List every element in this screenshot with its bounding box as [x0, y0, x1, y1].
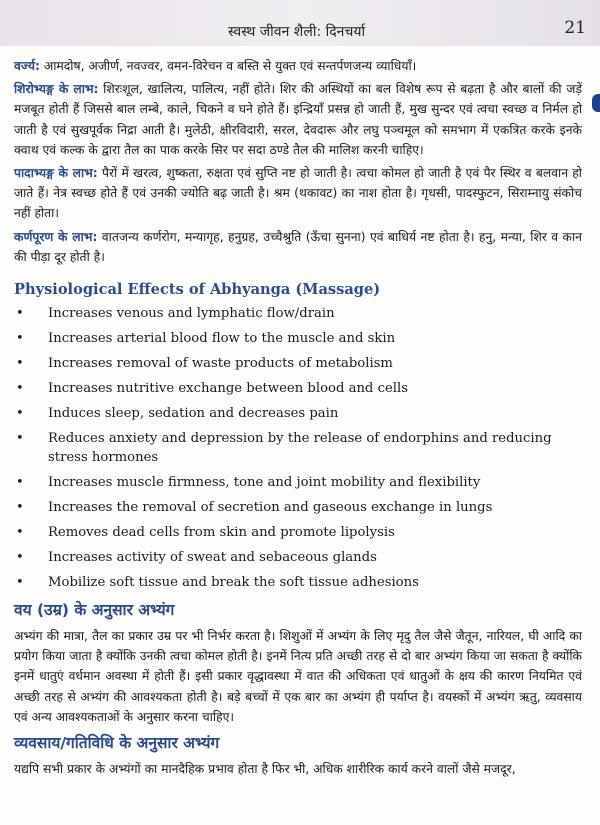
pada-paragraph: [14, 163, 582, 224]
occupation-section-paragraph: यद्यपि सभी प्रकार के अभ्यंगों का मानदैहिक प्रभाव होता है फिर भी, अधिक शारीरिक कार्य करने वालों जैसे मजदूर,: [14, 762, 516, 777]
list-item: • Increases muscle firmness, tone and joint mobility and flexibility: [16, 475, 481, 491]
age-section-paragraph: अभ्यंग की मात्रा, तैल का प्रकार उम्र पर भी निर्भर करता है। शिशुओं में अभ्यंग के लिए मृदु तैल जैसे जैतून, नारियल, घी आदि का प्रयोग किया जाता है क्योंकि उनकी त्वचा कोमल होती है। इनमें नित्य प्रति अच्छी तरह से दो बार अभ्यंग किया जा सकता है क्योंकि इनमें धातुएं वर्धमान अवस्था में होती हैं। इसी प्रकार वृद्धावस्था में वात की अधिकता एवं धातुओं के क्षय की कारण नियमित एवं अच्छी तरह से अभ्यंग की आवश्यकता होती है। बड़े बच्चों में एक बार का अभ्यंग ही पर्याप्त है। वयस्कों में अभ्यंग ऋतु, व्यवसाय एवं अन्य आवश्यकताओं के अनुसार करना चाहिए।: [14, 629, 582, 724]
list-item: • Increases venous and lymphatic flow/drain: [16, 306, 335, 322]
list-item: • Reduces anxiety and depression by the release of endorphins and reducing stress hormones: [16, 431, 552, 466]
page-header: [0, 0, 600, 46]
shiro-paragraph: [14, 79, 582, 160]
list-item: • Induces sleep, sedation and decreases pain: [16, 406, 339, 422]
list-item: • Mobilize soft tissue and break the soft tissue adhesions: [16, 575, 419, 591]
page-body: [14, 56, 582, 782]
pada-text: पैरों में खरत्व, शुष्कता, रुक्षता एवं सुप्ति नष्ट हो जाती है। त्वचा कोमल हो जाती है एवं पैर स्थिर व बलवान हो जाते हैं। नेत्र स्वच्छ होते हैं एवं उनकी ज्योति बढ़ जाती है। श्रम (थकावट) का नाश होता है। गृधसी, पादस्फुटन, सिराम्नायु संकोच नहीं होता।: [14, 166, 582, 221]
pada-label: पादाभ्यङ्ग के लाभ:: [14, 166, 98, 181]
page-number: 21: [564, 18, 586, 38]
bullet-icon: •: [16, 431, 24, 447]
bullet-icon: •: [16, 381, 24, 397]
bullet-icon: •: [16, 475, 24, 491]
list-item: • Increases nutritive exchange between blood and cells: [16, 381, 408, 397]
list-item: • Increases removal of waste products of metabolism: [16, 356, 393, 372]
list-item: • Increases arterial blood flow to the muscle and skin: [16, 331, 396, 347]
varjya-paragraph: [14, 56, 582, 76]
bullet-icon: •: [16, 406, 24, 422]
karna-paragraph: [14, 227, 582, 267]
karna-text: वातजन्य कर्णरोग, मन्यागृह, हनुग्रह, उच्चैश्रुति (ऊँचा सुनना) एवं बाधिर्य नष्ट होता है। हनु, मन्या, शिर व कान की पीड़ा दूर होती है।: [14, 229, 582, 264]
shiro-text: शिरःशूल, खालित्य, पालित्य, नहीं होते। शिर की अस्थियों का बल विशेष रूप से बढ़ता है और बालों की जड़ें मजबूत होती हैं जिससे बाल लम्बे, काले, चिकने व घने होते हैं। इन्द्रियाँ प्रसन्न हो जाती हैं, मुख सुन्दर एवं त्वचा स्वच्छ व निर्मल हो जाती है एवं सुखपूर्वक निद्रा आती है। मुलेठी, क्षीरविदारी, सरल, देवदारू और लघु पञ्चमूल को समभाग में एकत्रित करके इनके क्वाथ एवं कल्क के द्वारा तैल का पाक करके सिर पर सदा ठण्डे तैल की मालिश करनी चाहिए।: [14, 82, 582, 157]
age-section-heading: वय (उम्र) के अनुसार अभ्यंग: [14, 601, 175, 620]
bullet-icon: •: [16, 331, 24, 347]
physio-list: [14, 304, 582, 592]
list-item: • Removes dead cells from skin and promote lipolysis: [16, 525, 395, 541]
running-title: स्वस्थ जीवन शैली: दिनचर्या: [228, 24, 366, 40]
karna-label: कर्णपूरण के लाभ:: [14, 229, 98, 244]
list-item: • Increases activity of sweat and sebaceous glands: [16, 550, 377, 566]
occupation-section-heading: व्यवसाय/गतिविधि के अनुसार अभ्यंग: [14, 734, 220, 753]
varjya-text: आमदोष, अजीर्ण, नवज्वर, वमन-विरेचन व बस्ति से युक्त एवं सन्तर्पणजन्य व्याधियाँ।: [39, 59, 417, 73]
bullet-icon: •: [16, 500, 24, 516]
bullet-icon: •: [16, 575, 24, 591]
bullet-icon: •: [16, 306, 24, 322]
list-item: • Increases the removal of secretion and gaseous exchange in lungs: [16, 500, 493, 516]
varjya-label: वर्ज्य:: [14, 59, 40, 73]
bullet-icon: •: [16, 525, 24, 541]
bullet-icon: •: [16, 550, 24, 566]
shiro-label: शिरोभ्यङ्ग के लाभ:: [14, 82, 99, 97]
bullet-icon: •: [16, 356, 24, 372]
physio-heading: Physiological Effects of Abhyanga (Massage): [14, 281, 381, 299]
chapter-edge-tab: [592, 94, 600, 112]
